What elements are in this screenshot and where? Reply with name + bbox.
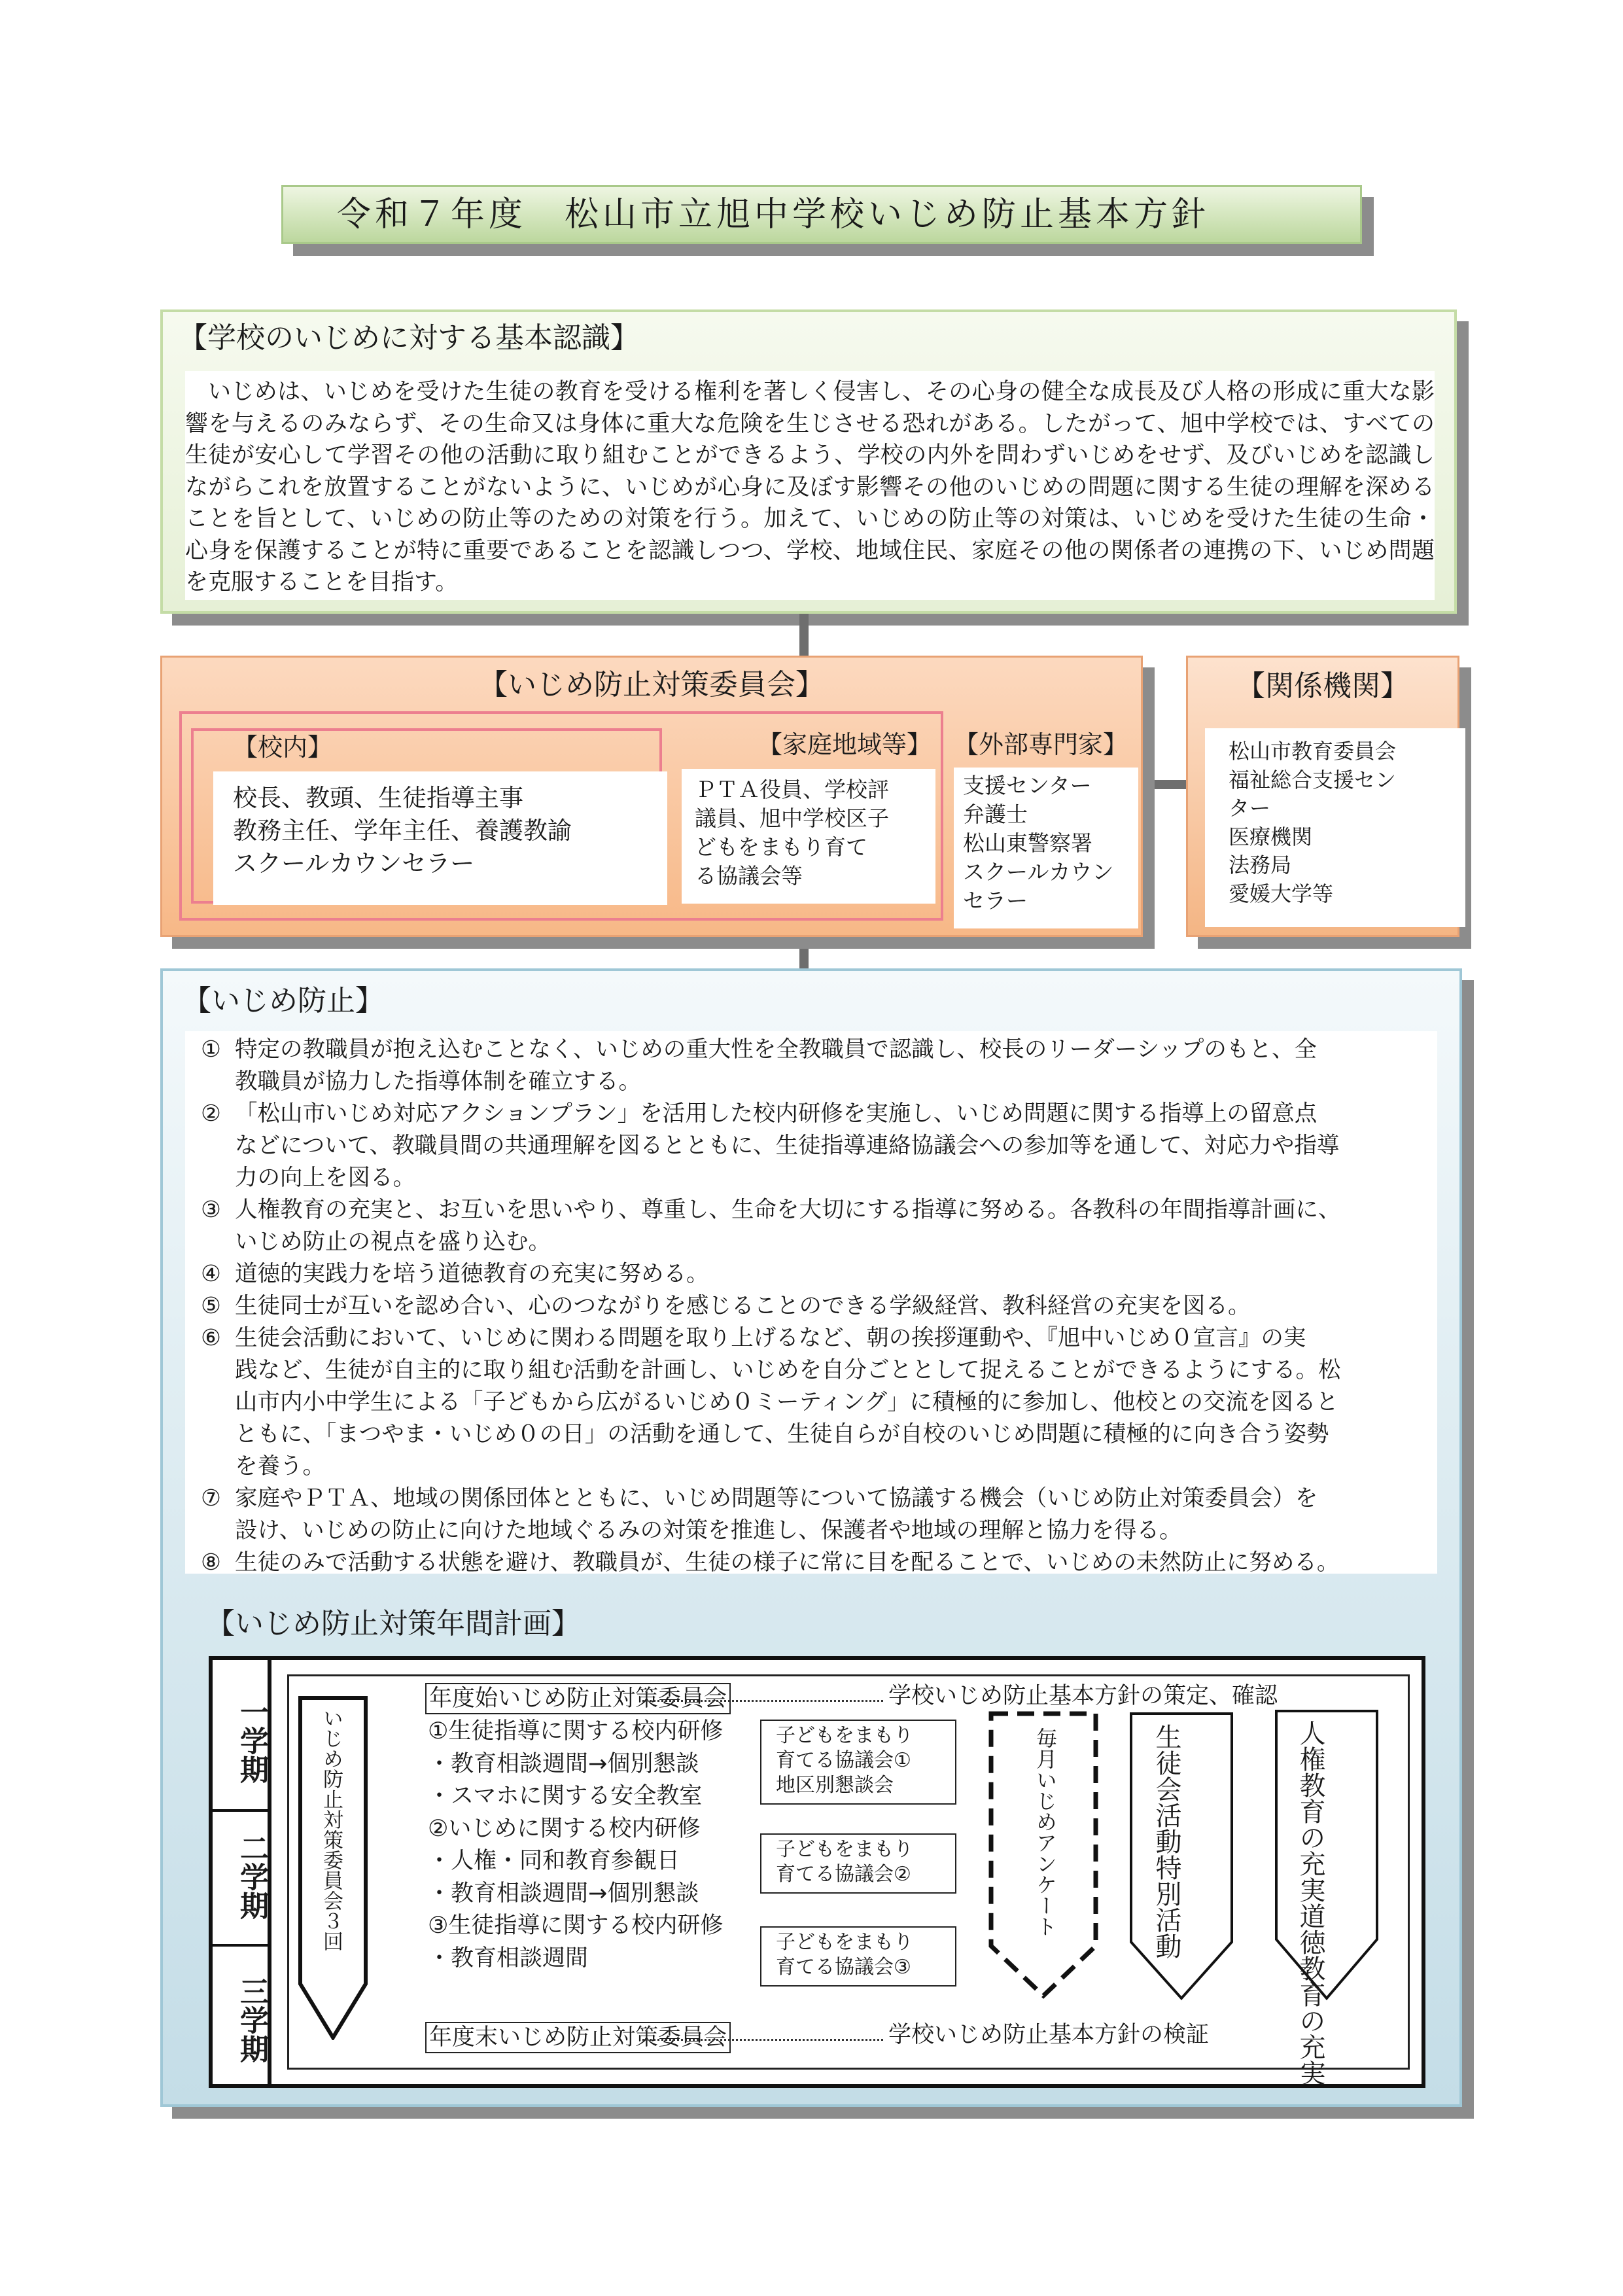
agency-line: ター <box>1229 796 1271 821</box>
item-number: ③ <box>201 1197 221 1223</box>
start-meeting-note: 学校いじめ防止基本方針の策定、確認 <box>888 1683 1278 1709</box>
activity-line: ・教育相談週間→個別懇談 <box>428 1880 699 1907</box>
prevention-section <box>160 968 1462 2107</box>
list-item: ① 特定の教職員が抱え込むことなく、いじめの重大性を全教職員で認識し、校長のリーダーシップのもと、全 教職員が協力した指導体制を確立する。 <box>185 1034 1437 1098</box>
page-title: 令和７年度 松山市立旭中学校いじめ防止基本方針 <box>281 185 1362 244</box>
activities-list <box>428 1716 723 1975</box>
moral-education-arrow <box>1274 1709 1379 2001</box>
term-label: 三学期 <box>235 1977 268 2063</box>
internal-members-frame <box>179 711 943 921</box>
prevention-heading: 【いじめ防止】 <box>183 984 384 1017</box>
prevention-list <box>185 1031 1437 1574</box>
annual-plan-content <box>287 1674 1410 2086</box>
item-number: ① <box>201 1036 221 1063</box>
experts-card <box>954 768 1138 928</box>
list-item: ⑧ 生徒のみで活動する状態を避け、教職員が、生徒の様子に常に目を配ることで、いじめの未然防止に努める。 <box>185 1547 1437 1579</box>
term-label: 二学期 <box>213 1797 271 1947</box>
agency-line: 愛媛大学等 <box>1229 881 1334 906</box>
family-member-line: どもをまもり育て <box>695 834 867 860</box>
agencies-heading: 【関係機関】 <box>1236 669 1409 703</box>
school-member-line: 校長、教頭、生徒指導主事 <box>233 784 523 812</box>
student-council-label: 生徒会活動特別活動 <box>1151 1723 1181 1959</box>
item-number: ⑧ <box>201 1549 221 1576</box>
item-number: ④ <box>201 1261 221 1287</box>
item-number: ⑤ <box>201 1293 221 1319</box>
recognition-heading: 【学校のいじめに対する基本認識】 <box>179 321 639 355</box>
agency-line: 松山市教育委員会 <box>1229 739 1397 764</box>
agency-line: 福祉総合支援セン <box>1229 767 1397 792</box>
basic-recognition-section <box>160 309 1457 614</box>
connector-line <box>799 614 809 657</box>
activity-line: ・教育相談週間→個別懇談 <box>428 1750 699 1777</box>
item-number: ⑥ <box>201 1325 221 1351</box>
list-item: ⑤ 生徒同士が互いを認め合い、心のつながりを感じることのできる学級経営、教科経営の充実を図る。 <box>185 1290 1437 1322</box>
list-item: ⑦ 家庭やＰＴＡ、地域の関係団体とともに、いじめ問題等について協議する機会（いじめ防止対策委員会）を 設け、いじめの防止に向けた地域ぐるみの対策を推進し、保護者や地域の理解と協力を得る。 <box>185 1483 1437 1547</box>
agency-line: 医療機関 <box>1229 824 1313 849</box>
committee-section <box>160 656 1143 937</box>
student-council-arrow <box>1129 1712 1234 2001</box>
experts-heading: 【外部専門家】 <box>954 730 1128 759</box>
recognition-body: いじめは、いじめを受けた生徒の教育を受ける権利を著しく侵害し、その心身の健全な成長及び人格の形成に重大な影響を与えるのみならず、その生命又は身体に重大な危険を生じさせる恐れがある。したがって、旭中学校では、すべての生徒が安心して学習その他の活動に取り組むことができるよう、学校の内外を問わずいじめをせず、及びいじめを認識しながらこれを放置することがないように、いじめが心身に及ぼす影響その他のいじめの問題に関する生徒の理解を深めることを旨として、いじめの防止等のための対策を行う。加えて、いじめの防止等の対策は、いじめを受けた生徒の生命・心身を保護することが特に重要であることを認識しつつ、学校、地域住民、家庭その他の関係者の連携の下、いじめ問題を克服することを目指す。 <box>185 371 1435 600</box>
end-meeting-box: 年度末いじめ防止対策委員会 <box>425 2022 731 2053</box>
expert-line: 松山東警察署 <box>963 830 1092 856</box>
related-agencies-section <box>1186 656 1459 937</box>
dotted-leader <box>642 1700 883 1702</box>
school-members-card <box>213 771 667 905</box>
school-member-line: 教務主任、学年主任、養護教諭 <box>233 817 572 845</box>
school-heading: 【校内】 <box>233 733 333 762</box>
start-meeting-box: 年度始いじめ防止対策委員会 <box>425 1683 731 1714</box>
council-box-1: 子どもをまもり 育てる協議会① 地区別懇談会 <box>760 1720 956 1805</box>
family-members-card <box>682 769 935 904</box>
school-members-frame <box>191 728 662 904</box>
term-column <box>213 1660 271 2084</box>
activity-line: ・教育相談週間 <box>428 1945 589 1971</box>
family-member-line: 議員、旭中学校区子 <box>695 805 889 831</box>
expert-line: 弁護士 <box>963 802 1028 827</box>
list-item: ⑥ 生徒会活動において、いじめに関わる問題を取り上げるなど、朝の挨拶運動や、『旭中いじめ０宣言』の実 践など、生徒が自主的に取り組む活動を計画し、いじめを自分ごととして捉えることができるようにする。松 山市内小中学生による「子どもから広がるいじめ０ミーティング」に積極的に参加し、他校との交流を図ると ともに、「まつやま・いじめ０の日」の活動を通して、生徒自らが自校のいじめ問題に積極的に向き合う姿勢 を養う。 <box>185 1322 1437 1483</box>
school-member-line: スクールカウンセラー <box>233 849 475 877</box>
committee-heading: 【いじめ防止対策委員会】 <box>479 668 824 701</box>
family-member-line: る協議会等 <box>695 863 803 889</box>
agency-line: 法務局 <box>1229 853 1292 877</box>
list-item: ④ 道徳的実践力を培う道徳教育の充実に努める。 <box>185 1258 1437 1290</box>
annual-plan-frame <box>209 1656 1425 2088</box>
activity-line: ・人権・同和教育参観日 <box>428 1848 680 1874</box>
dotted-leader <box>642 2039 883 2041</box>
activity-line: ③生徒指導に関する校内研修 <box>428 1913 724 1939</box>
committee-arrow-label: いじめ防止対策委員会３回 <box>319 1708 343 1951</box>
activity-line: ①生徒指導に関する校内研修 <box>428 1718 724 1744</box>
activity-line: ・スマホに関する安全教室 <box>428 1783 703 1809</box>
council-box-3: 子どもをまもり 育てる協議会③ <box>760 1926 956 1987</box>
family-member-line: ＰＴＡ役員、学校評 <box>695 777 889 802</box>
agencies-card <box>1205 728 1465 927</box>
list-item: ③ 人権教育の充実と、お互いを思いやり、尊重し、生命を大切にする指導に努める。各教科の年間指導計画に、 いじめ防止の視点を盛り込む。 <box>185 1194 1437 1258</box>
list-item: ② 「松山市いじめ対応アクションプラン」を活用した校内研修を実施し、いじめ問題に関する指導上の留意点 などについて、教職員間の共通理解を図るとともに、生徒指導連絡協議会への参加等を通して、対応力や指導 力の向上を図る。 <box>185 1098 1437 1194</box>
term-label: 一学期 <box>213 1660 271 1812</box>
item-number: ⑦ <box>201 1485 221 1511</box>
council-box-2: 子どもをまもり 育てる協議会② <box>760 1833 956 1894</box>
expert-line: 支援センター <box>963 773 1092 798</box>
annual-plan-heading: 【いじめ防止対策年間計画】 <box>206 1607 580 1640</box>
family-heading: 【家庭地域等】 <box>758 730 932 759</box>
item-number: ② <box>201 1101 221 1127</box>
activity-line: ②いじめに関する校内研修 <box>428 1815 701 1842</box>
expert-line: スクールカウン <box>963 859 1114 885</box>
moral-education-label: 人権教育の充実道徳教育の充実 <box>1295 1720 1325 2086</box>
survey-label: 毎月いじめアンケート <box>1033 1727 1058 1937</box>
end-meeting-note: 学校いじめ防止基本方針の検証 <box>888 2022 1210 2048</box>
expert-line: セラー <box>963 888 1028 913</box>
